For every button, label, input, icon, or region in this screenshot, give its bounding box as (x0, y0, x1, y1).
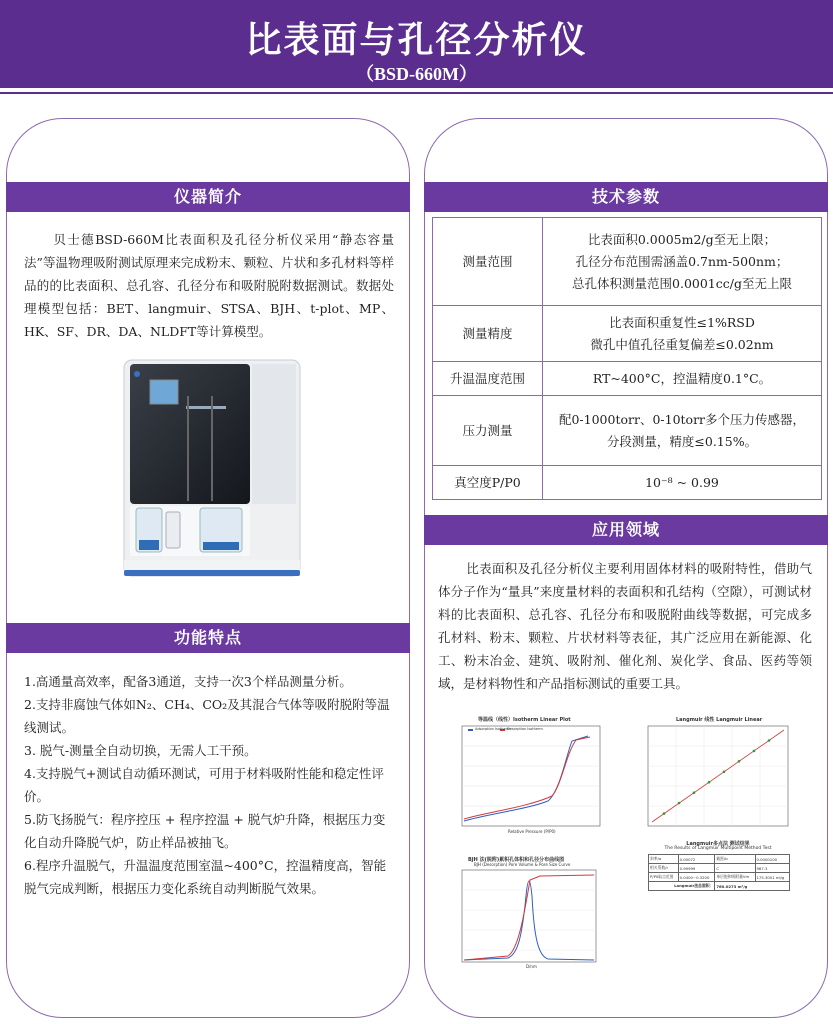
table-row (649, 855, 790, 864)
param-line: RT~400°C，控温精度0.1°C。 (592, 370, 772, 386)
isotherm-chart (448, 716, 606, 838)
table-row (433, 362, 822, 396)
param-name: 压力测量 (433, 396, 543, 466)
intro-text: 贝士德BSD-660M比表面积及孔径分析仪采用“静态容量法”等温物理吸附测试原理来完成粉末、颗粒、片状和多孔材料等样品的的比表面积、总孔容、孔径分布和吸附脱附数据测试。数据处理模型包括：BET、langmuir、STSA、BJH、t-plot、MP、HK、SF、DR、DA、NLDFT等计算模型。 (24, 232, 394, 339)
params-table (432, 217, 822, 500)
table-row (433, 396, 822, 466)
feature-item: 2.支持非腐蚀气体如N₂、CH₄、CO₂及其混合气体等吸附脱附等温线测试。 (24, 697, 390, 735)
bjh-title: BJH 法(脱附)累积孔体积和孔径分布曲线图 (468, 857, 565, 863)
legend-adsorption: Adsorption Isotherm (475, 727, 511, 731)
param-line: 微孔中值孔径重复偏差≤0.02nm (590, 336, 774, 352)
table-row (433, 218, 822, 306)
param-line: 比表面积重复性≤1%RSD (609, 314, 755, 330)
feature-item: 5.防飞扬脱气：程序控压 + 程序控温 + 脱气炉升降，根据压力变化自动升降脱气炉，防止样品被抽飞。 (24, 812, 386, 850)
table-row (433, 306, 822, 362)
result-cell: 175.3001 ml/g (755, 873, 790, 882)
result-final-label: Langmuir法总面积： (649, 882, 715, 891)
param-line: 比表面积0.0005m2/g至无上限； (587, 231, 777, 247)
param-name: 测量精度 (433, 306, 543, 362)
feature-item: 6.程序升温脱气，升温温度范围室温~400°C，控温精度高，智能脱气完成判断，根据压力变化系统自动判断脱气效果。 (24, 858, 387, 896)
result-cell: 相关系数/r (649, 864, 679, 873)
param-line: 孔径分布范围需涵盖0.7nm-500nm； (575, 253, 789, 269)
param-value (543, 362, 822, 396)
param-line: 分段测量，精度≤0.15%。 (606, 433, 758, 449)
feature-item: 3. 脱气-测量全自动切换，无需人工干预。 (24, 743, 257, 758)
result-cell: 987.3 (755, 864, 790, 873)
bjh-xlabel: D/nm (526, 964, 537, 969)
param-value (543, 306, 822, 362)
table-row (649, 864, 790, 873)
application-section-title: 应用领域 (424, 515, 828, 545)
isotherm-xlabel: Relative Pressure (P/P0) (508, 829, 556, 834)
result-cell: 斜率/a (649, 855, 679, 864)
header-divider (0, 92, 833, 94)
table-row (433, 466, 822, 500)
param-value (543, 466, 822, 500)
features-section-title: 功能特点 (6, 623, 410, 653)
result-cell: 截距/b (715, 855, 755, 864)
param-name: 真空度P/P0 (433, 466, 543, 500)
result-cell: 0.00072 (678, 855, 715, 864)
page-subtitle: （BSD-660M） (356, 64, 477, 84)
param-line: 10⁻⁸ ~ 0.99 (645, 474, 719, 490)
result-final-value: 760.0273 m²/g (715, 882, 790, 891)
param-value (543, 396, 822, 466)
feature-item: 4.支持脱气+测试自动循环测试，可用于材料吸附性能和稳定性评价。 (24, 766, 384, 804)
table-row (649, 882, 790, 891)
isotherm-title: 等温线（线性）Isotherm Linear Plot (478, 717, 571, 723)
page-header (0, 0, 833, 98)
result-cell: P/P0取点范围 (649, 873, 679, 882)
features-list (24, 670, 394, 900)
result-cell: 0.0000100 (755, 855, 790, 864)
param-line: 配0-1000torr、0-10torr多个压力传感器， (558, 411, 806, 427)
result-cell: 0.99999 (678, 864, 715, 873)
page-title: 比表面与孔径分析仪 (245, 20, 588, 61)
intro-paragraph (24, 228, 394, 343)
param-name: 升温温度范围 (433, 362, 543, 396)
params-section-title: 技术参数 (424, 182, 828, 212)
result-cell: 单层饱和吸附量Vm (715, 873, 755, 882)
instrument-image (112, 356, 312, 592)
intro-section-title: 仪器简介 (6, 182, 410, 212)
param-name: 测量范围 (433, 218, 543, 306)
legend-desorption: Desorption Isotherm (507, 727, 543, 731)
application-text: 比表面积及孔径分析仪主要利用固体材料的吸附特性，借助气体分子作为“量具”来度量材料的表面积和孔结构（空隙），可测试材料的比表面积、总孔容、孔径分布和吸脱附曲线等数据，可完成多孔材料、粉末、颗粒、片状材料等表征，其广泛应用在新能源、化工、粉末冶金、建筑、吸附剂、催化剂、炭化学、食品、医药等领域，是材料物性和产品指标测试的重要工具。 (438, 561, 812, 691)
param-line: 总孔体积测量范围0.0001cc/g至无上限 (572, 275, 792, 291)
bjh-subtitle: BJH (Desorption) Pore Volume & Pore Size Curve (474, 862, 571, 867)
langmuir-chart (634, 716, 794, 838)
result-table (648, 854, 790, 891)
bjh-chart (448, 856, 608, 974)
result-title: Langmuir多点法 测试结果 (686, 841, 750, 847)
langmuir-title: Langmuir 线性 Langmuir Linear (676, 717, 763, 723)
param-value (543, 218, 822, 306)
result-cell: 0.0400~0.3200 (678, 873, 715, 882)
result-cell: C (715, 864, 755, 873)
table-row (649, 873, 790, 882)
langmuir-results (640, 840, 796, 900)
application-paragraph (438, 557, 812, 695)
result-subtitle: The Results of Langmuir Multipoint Method Test (664, 846, 772, 851)
feature-item: 1.高通量高效率，配备3通道，支持一次3个样品测量分析。 (24, 674, 352, 689)
